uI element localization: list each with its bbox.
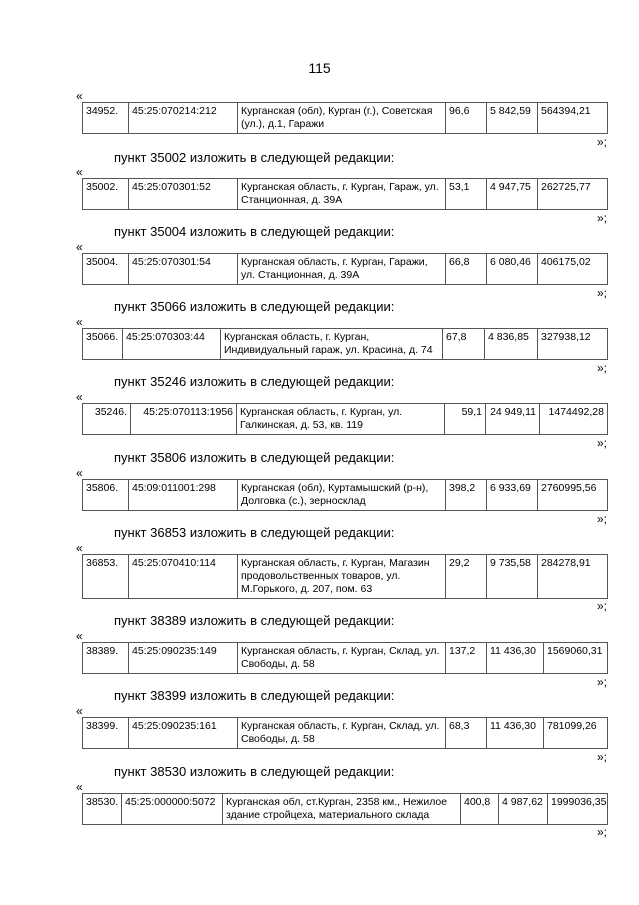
opening-quote: « (76, 704, 83, 718)
opening-quote: « (76, 89, 83, 103)
closing-quote: »; (597, 750, 608, 764)
rate-cell: 24 949,11 (486, 404, 540, 435)
value-cell: 781099,26 (544, 718, 608, 749)
record-table (82, 328, 608, 360)
record-table (82, 403, 608, 435)
amendment-instruction: пункт 38389 изложить в следующей редакции: (114, 613, 395, 628)
rate-cell: 4 947,75 (487, 179, 538, 210)
item-number-cell: 35806. (83, 480, 129, 511)
item-number-cell: 35246. (83, 404, 131, 435)
cadastral-number-cell: 45:09:011001:298 (129, 480, 238, 511)
cadastral-number-cell: 45:25:070113:1956 (131, 404, 237, 435)
closing-quote: »; (597, 599, 608, 613)
address-cell: Курганская область, г. Курган, ул. Галкинская, д. 53, кв. 119 (237, 404, 445, 435)
record-table (82, 554, 608, 599)
area-cell: 398,2 (446, 480, 487, 511)
cadastral-number-cell: 45:25:070301:54 (129, 254, 238, 285)
cadastral-number-cell: 45:25:070410:114 (129, 555, 238, 599)
item-number-cell: 34952. (83, 103, 129, 134)
item-number-cell: 35066. (83, 329, 123, 360)
area-cell: 53,1 (446, 179, 487, 210)
rate-cell: 4 836,85 (485, 329, 538, 360)
cadastral-number-cell: 45:25:000000:5072 (122, 794, 223, 825)
table-row (83, 329, 608, 360)
amendment-instruction: пункт 35004 изложить в следующей редакции: (114, 224, 395, 239)
table-row (83, 555, 608, 599)
address-cell: Курганская область, г. Курган, Склад, ул. Свободы, д. 58 (238, 718, 446, 749)
page-number: 115 (308, 60, 331, 76)
record-table (82, 479, 608, 511)
closing-quote: »; (597, 211, 608, 225)
record-table (82, 253, 608, 285)
address-cell: Курганская область, г. Курган, Склад, ул. Свободы, д. 58 (238, 643, 446, 674)
value-cell: 262725,77 (538, 179, 608, 210)
closing-quote: »; (597, 286, 608, 300)
value-cell: 564394,21 (538, 103, 608, 134)
amendment-instruction: пункт 35246 изложить в следующей редакции: (114, 374, 395, 389)
cadastral-number-cell: 45:25:070303:44 (123, 329, 221, 360)
opening-quote: « (76, 466, 83, 480)
area-cell: 59,1 (445, 404, 486, 435)
record-table (82, 642, 608, 674)
rate-cell: 4 987,62 (499, 794, 548, 825)
item-number-cell: 35002. (83, 179, 129, 210)
closing-quote: »; (597, 675, 608, 689)
value-cell: 406175,02 (538, 254, 608, 285)
record-table (82, 178, 608, 210)
area-cell: 137,2 (446, 643, 487, 674)
cadastral-number-cell: 45:25:070301:52 (129, 179, 238, 210)
item-number-cell: 35004. (83, 254, 129, 285)
area-cell: 66,8 (446, 254, 487, 285)
value-cell: 1999036,35 (548, 794, 608, 825)
amendment-instruction: пункт 35066 изложить в следующей редакции: (114, 299, 395, 314)
table-row (83, 254, 608, 285)
table-row (83, 794, 608, 825)
address-cell: Курганская область, г. Курган, Гаражи, ул. Станционная, д. 39А (238, 254, 446, 285)
area-cell: 29,2 (446, 555, 487, 599)
item-number-cell: 38530. (83, 794, 122, 825)
record-table (82, 793, 608, 825)
amendment-instruction: пункт 36853 изложить в следующей редакции: (114, 525, 395, 540)
closing-quote: »; (597, 436, 608, 450)
rate-cell: 6 080,46 (487, 254, 538, 285)
rate-cell: 5 842,59 (487, 103, 538, 134)
opening-quote: « (76, 541, 83, 555)
address-cell: Курганская область, г. Курган, Индивидуальный гараж, ул. Красина, д. 74 (221, 329, 443, 360)
item-number-cell: 38389. (83, 643, 129, 674)
opening-quote: « (76, 240, 83, 254)
area-cell: 96,6 (446, 103, 487, 134)
table-row (83, 404, 608, 435)
table-row (83, 480, 608, 511)
opening-quote: « (76, 780, 83, 794)
amendment-instruction: пункт 38399 изложить в следующей редакции: (114, 688, 395, 703)
address-cell: Курганская (обл), Курган (г.), Советская (ул.), д.1, Гаражи (238, 103, 446, 134)
table-row (83, 643, 608, 674)
area-cell: 400,8 (461, 794, 499, 825)
area-cell: 68,3 (446, 718, 487, 749)
table-row (83, 179, 608, 210)
address-cell: Курганская (обл), Куртамышский (р-н), Долговка (с.), зерносклад (238, 480, 446, 511)
value-cell: 284278,91 (538, 555, 608, 599)
rate-cell: 6 933,69 (487, 480, 538, 511)
rate-cell: 11 436,30 (487, 643, 544, 674)
record-table (82, 717, 608, 749)
area-cell: 67,8 (443, 329, 485, 360)
address-cell: Курганская область, г. Курган, Гараж, ул. Станционная, д. 39А (238, 179, 446, 210)
amendment-instruction: пункт 35002 изложить в следующей редакции: (114, 150, 395, 165)
value-cell: 1474492,28 (540, 404, 608, 435)
address-cell: Курганская обл, ст.Курган, 2358 км., Нежилое здание стройцеха, материального склада (223, 794, 461, 825)
item-number-cell: 36853. (83, 555, 129, 599)
opening-quote: « (76, 165, 83, 179)
item-number-cell: 38399. (83, 718, 129, 749)
value-cell: 1569060,31 (544, 643, 608, 674)
closing-quote: »; (597, 135, 608, 149)
cadastral-number-cell: 45:25:070214:212 (129, 103, 238, 134)
rate-cell: 11 436,30 (487, 718, 544, 749)
rate-cell: 9 735,58 (487, 555, 538, 599)
closing-quote: »; (597, 361, 608, 375)
table-row (83, 718, 608, 749)
cadastral-number-cell: 45:25:090235:149 (129, 643, 238, 674)
address-cell: Курганская область, г. Курган, Магазин продовольственных товаров, ул. М.Горького, д. 207, пом. 63 (238, 555, 446, 599)
value-cell: 327938,12 (538, 329, 608, 360)
cadastral-number-cell: 45:25:090235:161 (129, 718, 238, 749)
closing-quote: »; (597, 512, 608, 526)
opening-quote: « (76, 315, 83, 329)
table-row (83, 103, 608, 134)
opening-quote: « (76, 629, 83, 643)
opening-quote: « (76, 390, 83, 404)
value-cell: 2760995,56 (538, 480, 608, 511)
record-table (82, 102, 608, 134)
amendment-instruction: пункт 35806 изложить в следующей редакции: (114, 450, 395, 465)
amendment-instruction: пункт 38530 изложить в следующей редакции: (114, 764, 395, 779)
closing-quote: »; (597, 825, 608, 839)
